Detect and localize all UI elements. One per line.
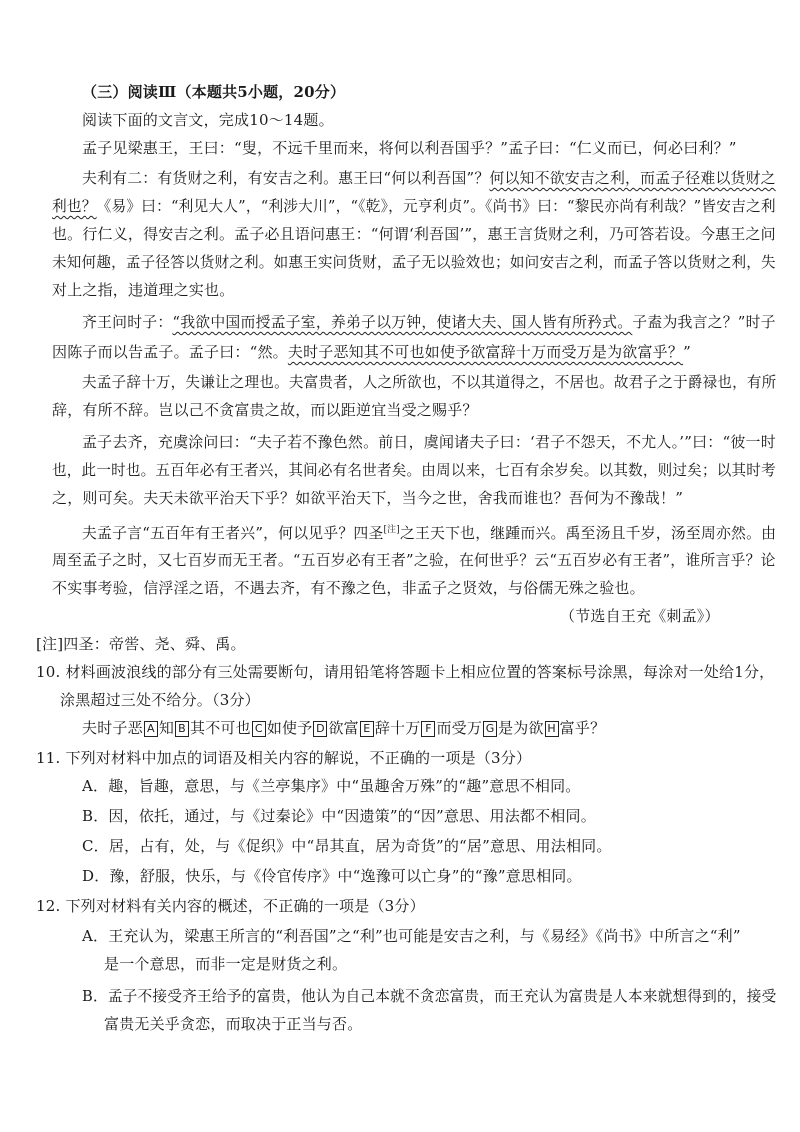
sentence-segment: 欲富 xyxy=(328,719,359,737)
sentence-segment: 富乎？ xyxy=(559,719,606,737)
passage-line: 辞，有所不辞。岂以己不贪富贵之故，而以距逆宜当受之赐乎？ xyxy=(52,401,478,419)
wavy-underlined-sentence: 何以知不欲安吉之利，而孟子径难以货财之 xyxy=(489,169,776,187)
passage-text: 因陈子而以告孟子。孟子曰：“然。 xyxy=(52,343,288,361)
question-number: 12. xyxy=(36,897,61,915)
sentence-segment: 夫时子恶 xyxy=(82,719,143,737)
answer-box-h[interactable]: H xyxy=(545,721,559,737)
option-a[interactable]: A．趣，旨趣，意思，与《兰亭集序》中“虽趣舍万殊”的“趣”意思不相同。 xyxy=(82,777,581,795)
passage-text: 《易》曰：“利见大人”，“利涉大川”，“《乾》，元亨利贞”。《尚书》曰：“黎民亦尚有利哉？”皆安吉之利 xyxy=(96,197,776,215)
question-stem: 材料画波浪线的部分有三处需要断句，请用铅笔将答题卡上相应位置的答案标号涂黑，每涂对一处给1分， xyxy=(65,663,775,681)
answer-box-g[interactable]: G xyxy=(483,721,497,737)
passage-text: ” xyxy=(683,343,691,361)
sentence-segment: 如使予 xyxy=(266,719,313,737)
passage-line xyxy=(52,340,691,364)
option-a-continued: 是一个意思，而非一定是财货之利。 xyxy=(104,955,348,973)
passage-text: 之王天下也，继踵而兴。禹至汤且千岁，汤至周亦然。由 xyxy=(399,524,777,542)
option-b[interactable]: B．孟子不接受齐王给予的富贵，他认为自己本就不贪恋富贵，而王充认为富贵是人本来就想得到的，接受 xyxy=(82,987,777,1005)
source-citation: （节选自王充《刺孟》） xyxy=(560,607,720,625)
passage-paragraph-1: 孟子见梁惠王，王曰：“叟，不远千里而来，将何以利吾国乎？”孟子曰：“仁义而已，何必曰利？” xyxy=(82,139,737,157)
wavy-underlined-sentence: 夫时子恶知其不可也如使予欲富辞十万而受万是为欲富乎？ xyxy=(287,343,684,361)
question-stem: 下列对材料有关内容的概述，不正确的一项是（3分） xyxy=(65,897,425,915)
passage-text: 夫孟子言“五百年有王者兴”，何以见乎？四圣 xyxy=(82,524,384,542)
passage-text: 子盍为我言之？”时子 xyxy=(632,313,776,331)
answer-box-b[interactable]: B xyxy=(175,721,189,737)
option-d[interactable]: D．豫，舒服，快乐，与《伶官传序》中“逸豫可以亡身”的“豫”意思相同。 xyxy=(82,867,582,885)
passage-line: 未知何趣，孟子径答以货财之利。如惠王实问货财，孟子无以验效也；如问安吉之利，而孟子答以货财之利，失 xyxy=(52,253,776,271)
option-a[interactable]: A．王充认为，梁惠王所言的“利吾国”之“利”也可能是安吉之利，与《易经》《尚书》中所言之“利” xyxy=(82,927,741,945)
question-number: 11. xyxy=(36,749,61,767)
question-stem: 下列对材料中加点的词语及相关内容的解说，不正确的一项是（3分） xyxy=(65,749,532,767)
wavy-underlined-sentence: “我欲中国而授孟子室，养弟子以万钟，使诸大夫、国人皆有所矜式。 xyxy=(172,313,633,331)
sentence-segment: 知 xyxy=(158,719,175,737)
passage-line: 周至孟子之时，又七百岁而无王者。“五百岁必有王者”之验，在何世乎？云“五百岁必有王者”，谁所言乎？论 xyxy=(52,551,776,569)
footnote: [注]四圣：帝喾、尧、舜、禹。 xyxy=(36,635,246,653)
passage-text: 齐王问时子： xyxy=(82,313,173,331)
passage-line: 也。行仁义，得安吉之利。孟子必且语问惠王：“何谓‘利吾国’”，惠王言货财之利，乃可答若设。今惠王之问 xyxy=(52,225,776,243)
passage-paragraph-6 xyxy=(82,518,776,545)
question-stem-continued: 涂黑超过三处不给分。（3分） xyxy=(60,691,260,709)
passage-paragraph-4: 夫孟子辞十万，失谦让之理也。夫富贵者，人之所欲也，不以其道得之，不居也。故君子之于爵禄也，有所 xyxy=(82,373,777,391)
answer-box-f[interactable]: F xyxy=(421,721,435,737)
passage-paragraph-5: 孟子去齐，充虞涂问曰：“夫子若不豫色然。前日，虞闻诸夫子曰：‘君子不怨天，不尤人。’”曰：“彼一时 xyxy=(82,433,776,451)
passage-paragraph-3 xyxy=(82,310,776,334)
passage-line: 之，则可矣。夫天未欲平治天下乎？如欲平治天下，当今之世，舍我而谁也？吾何为不豫哉！” xyxy=(52,489,684,507)
section-title: （三）阅读Ⅲ（本题共5小题，20分） xyxy=(82,83,346,101)
answer-box-d[interactable]: D xyxy=(313,721,327,737)
instruction: 阅读下面的文言文，完成10～14题。 xyxy=(82,111,334,129)
sentence-segment: 而受万 xyxy=(436,719,483,737)
option-b-continued: 富贵无关乎贪恋，而取决于正当与否。 xyxy=(104,1015,363,1033)
passage-line xyxy=(52,194,776,218)
question-11 xyxy=(36,746,531,770)
sentence-segment: 其不可也 xyxy=(190,719,251,737)
passage-line: 不实事考验，信浮淫之语，不遇去齐，有不豫之色，非孟子之贤效，与俗儒无殊之验也。 xyxy=(52,579,645,597)
passage-text: 夫利有二：有货财之利，有安吉之利。惠王曰“何以利吾国”？ xyxy=(82,169,490,187)
answer-box-e[interactable]: E xyxy=(360,721,374,737)
question-number: 10. xyxy=(36,663,61,681)
question-12 xyxy=(36,894,425,918)
q10-sentence xyxy=(82,716,605,740)
answer-box-c[interactable]: C xyxy=(252,721,266,737)
answer-box-a[interactable]: A xyxy=(144,721,158,737)
sentence-segment: 辞十万 xyxy=(374,719,421,737)
option-c[interactable]: C．居，占有，处，与《促织》中“昂其直，居为奇货”的“居”意思、用法相同。 xyxy=(82,837,612,855)
passage-paragraph-2 xyxy=(82,166,776,190)
footnote-marker: [注] xyxy=(383,525,400,535)
option-b[interactable]: B．因，依托，通过，与《过秦论》中“因遗策”的“因”意思、用法都不相同。 xyxy=(82,807,596,825)
question-10 xyxy=(36,660,774,684)
passage-line: 对上之指，违道理之实也。 xyxy=(52,281,235,299)
passage-line: 也，此一时也。五百年必有王者兴，其间必有名世者矣。由周以来，七百有余岁矣。以其数，则过矣；以其时考 xyxy=(52,461,776,479)
sentence-segment: 是为欲 xyxy=(498,719,544,737)
wavy-underlined-sentence: 利也？ xyxy=(52,197,97,215)
